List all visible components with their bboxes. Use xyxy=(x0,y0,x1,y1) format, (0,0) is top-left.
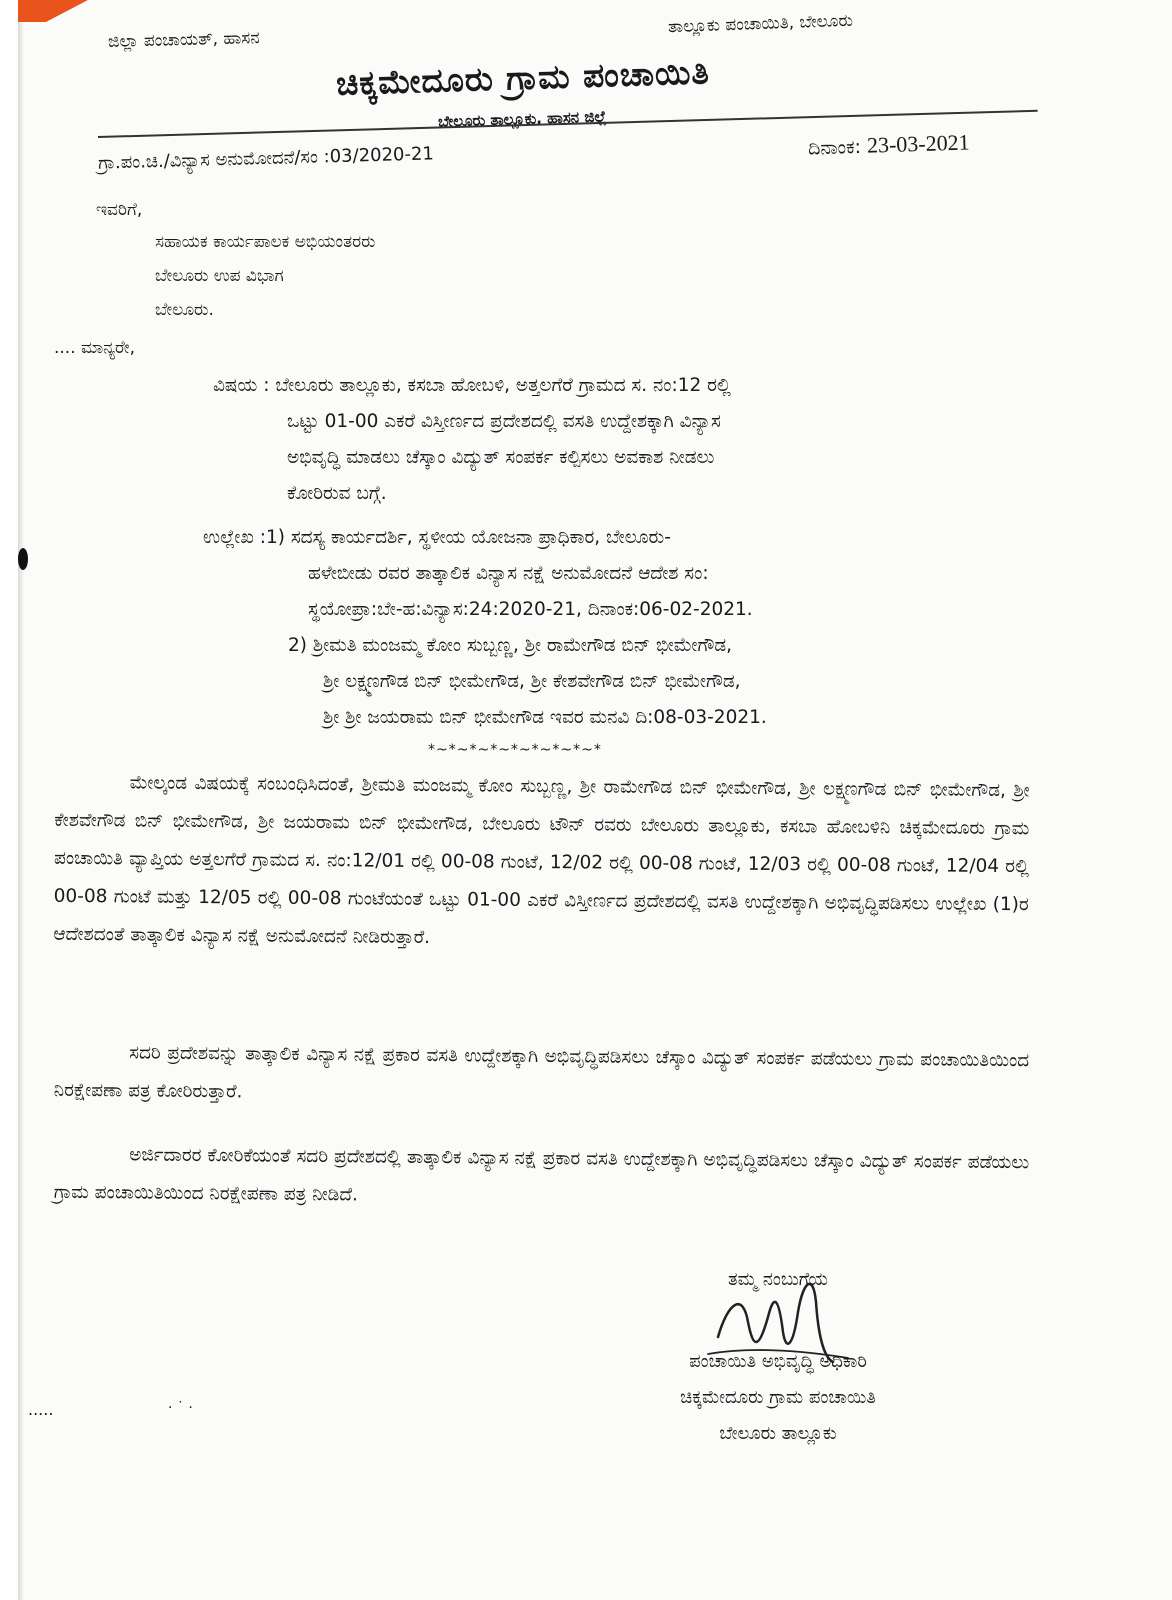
signature-space xyxy=(608,1298,948,1344)
reference-2-line-1: 2) ಶ್ರೀಮತಿ ಮಂಜಮ್ಮ ಕೋಂ ಸುಬ್ಬಣ್ಣ, ಶ್ರೀ ರಾಮೇಗೌಡ ಬಿನ್ ಭೀಮೇಗೌಡ, xyxy=(288,635,733,656)
signatory-taluk: ಬೇಲೂರು ತಾಲ್ಲೂಕು xyxy=(719,1423,837,1444)
signature-block xyxy=(608,1262,948,1452)
subject-block xyxy=(213,368,731,512)
signatory-designation: ಪಂಚಾಯಿತಿ ಅಭಿವೃದ್ಧಿ ಅಧಿಕಾರಿ xyxy=(689,1351,867,1372)
date-value: 23-03-2021 xyxy=(866,129,970,158)
addressee-line-1: ಸಹಾಯಕ ಕಾರ್ಯಪಾಲಕ ಅಭಿಯಂತರರು xyxy=(155,232,376,252)
closing-line: ತಮ್ಮ ನಂಬುಗೆಯ xyxy=(728,1269,828,1290)
body-paragraph-2: ಸದರಿ ಪ್ರದೇಶವನ್ನು ತಾತ್ಕಾಲಿಕ ವಿನ್ಯಾಸ ನಕ್ಷೆ ಪ್ರಕಾರ ವಸತಿ ಉದ್ದೇಶಕ್ಕಾಗಿ ಅಭಿವೃದ್ಧಿಪಡಿಸಲು ಚೆಸ್ಕಾಂ ವಿದ್ಯುತ್ ಸಂಪರ್ಕ ಪಡೆಯಲು ಗ್ರಾಮ ಪಂಚಾಯಿತಿಯಿಂದ ನಿರಕ್ಷೇಪಣಾ ಪತ್ರ ಕೋರಿರುತ್ತಾರೆ. xyxy=(53,1042,1030,1103)
reference-number: ಗ್ರಾ.ಪಂ.ಚಿ./ವಿನ್ಯಾಸ ಅನುಮೋದನೆ/ಸಂ :03/2020-21 xyxy=(97,143,435,174)
salutation: .... ಮಾನ್ಯರೇ, xyxy=(54,338,135,358)
separator-stars: *~*~*~*~*~*~*~*~* xyxy=(428,742,602,758)
header-zilla-panchayat: ಜಿಲ್ಲಾ ಪಂಚಾಯತ್, ಹಾಸನ xyxy=(107,28,260,52)
reference-2-line-2: ಶ್ರೀ ಲಕ್ಷ್ಮಣಗೌಡ ಬಿನ್ ಭೀಮೇಗೌಡ, ಶ್ರೀ ಕೇಶವೇಗೌಡ ಬಿನ್ ಭೀಮೇಗೌಡ, xyxy=(323,671,741,692)
reference-1-line-2: ಹಳೇಬೀಡು ರವರ ತಾತ್ಕಾಲಿಕ ವಿನ್ಯಾಸ ನಕ್ಷೆ ಅನುಮೋದನೆ ಆದೇಶ ಸಂ: xyxy=(308,563,709,584)
document-page xyxy=(18,0,1172,1600)
subject-line-4: ಕೋರಿರುವ ಬಗ್ಗೆ. xyxy=(287,483,387,504)
reference-1-line-1: ಉಲ್ಲೇಖ :1) ಸದಸ್ಯ ಕಾರ್ಯದರ್ಶಿ, ಸ್ಥಳೀಯ ಯೋಜನಾ ಪ್ರಾಧಿಕಾರ, ಬೇಲೂರು- xyxy=(203,527,671,548)
office-subtitle: ಬೇಲೂರು ತಾಲ್ಲೂಕು, ಹಾಸನ ಜಿಲ್ಲೆ xyxy=(437,107,607,131)
addressee-line-3: ಬೇಲೂರು. xyxy=(155,300,214,320)
body-paragraph-3: ಅರ್ಜಿದಾರರ ಕೋರಿಕೆಯಂತೆ ಸದರಿ ಪ್ರದೇಶದಲ್ಲಿ ತಾತ್ಕಾಲಿಕ ವಿನ್ಯಾಸ ನಕ್ಷೆ ಪ್ರಕಾರ ವಸತಿ ಉದ್ದೇಶಕ್ಕಾಗಿ ಅಭಿವೃದ್ಧಿಪಡಿಸಲು ಚೆಸ್ಕಾಂ ವಿದ್ಯುತ್ ಸಂಪರ್ಕ ಪಡೆಯಲು ಗ್ರಾಮ ಪಂಚಾಯಿತಿಯಿಂದ ನಿರಕ್ಷೇಪಣಾ ಪತ್ರ ನೀಡಿದೆ. xyxy=(53,1144,1030,1206)
office-title: ಚಿಕ್ಕಮೇದೂರು ಗ್ರಾಮ ಪಂಚಾಯಿತಿ xyxy=(335,52,711,103)
date-label: ದಿನಾಂಕ: xyxy=(807,135,862,160)
signatory-office: ಚಿಕ್ಕಮೇದೂರು ಗ್ರಾಮ ಪಂಚಾಯಿತಿ xyxy=(680,1387,876,1408)
references-block xyxy=(203,520,767,736)
body-paragraph-1: ಮೇಲ್ಕಂಡ ವಿಷಯಕ್ಕೆ ಸಂಬಂಧಿಸಿದಂತೆ, ಶ್ರೀಮತಿ ಮಂಜಮ್ಮ ಕೋಂ ಸುಬ್ಬಣ್ಣ, ಶ್ರೀ ರಾಮೇಗೌಡ ಬಿನ್ ಭೀಮೇಗೌಡ, ಶ್ರೀ ಲಕ್ಷ್ಮಣಗೌಡ ಬಿನ್ ಭೀಮೇಗೌಡ, ಶ್ರೀ ಕೇಶವೇಗೌಡ ಬಿನ್ ಭೀಮೇಗೌಡ, ಶ್ರೀ ಜಯರಾಮ ಬಿನ್ ಭೀಮೇಗೌಡ, ಬೇಲೂರು ಟೌನ್ ರವರು ಬೇಲೂರು ತಾಲ್ಲೂಕು, ಕಸಬಾ ಹೋಬಳಿನಿ ಚಿಕ್ಕಮೇದೂರು ಗ್ರಾಮ ಪಂಚಾಯಿತಿ ವ್ಯಾಪ್ತಿಯ ಅತ್ತಲಗೆರೆ ಗ್ರಾಮದ ಸ. ನಂ:12/01 ರಲ್ಲಿ 00-08 ಗುಂಟೆ, 12/02 ರಲ್ಲಿ 00-08 ಗುಂಟೆ, 12/03 ರಲ್ಲಿ 00-08 ಗುಂಟೆ, 12/04 ರಲ್ಲಿ 00-08 ಗುಂಟೆ ಮತ್ತು 12/05 ರಲ್ಲಿ 00-08 ಗುಂಟೆಯಂತೆ ಒಟ್ಟು 01-00 ಎಕರೆ ವಿಸ್ತೀರ್ಣದ ಪ್ರದೇಶದಲ್ಲಿ ವಸತಿ ಉದ್ದೇಶಕ್ಕಾಗಿ ಅಭಿವೃದ್ಧಿಪಡಿಸಲು ಉಲ್ಲೇಖ (1)ರ ಆದೇಶದಂತೆ ತಾತ್ಕಾಲಿಕ ವಿನ್ಯಾಸ ನಕ್ಷೆ ಅನುಮೋದನೆ ನೀಡಿರುತ್ತಾರೆ. xyxy=(53,772,1030,949)
subject-line-1: ವಿಷಯ : ಬೇಲೂರು ತಾಲ್ಲೂಕು, ಕಸಬಾ ಹೋಬಳಿ, ಅತ್ತಲಗೆರೆ ಗ್ರಾಮದ ಸ. ನಂ:12 ರಲ್ಲಿ xyxy=(213,375,731,396)
ink-speck xyxy=(18,548,28,570)
subject-line-2: ಒಟ್ಟು 01-00 ಎಕರೆ ವಿಸ್ತೀರ್ಣದ ಪ್ರದೇಶದಲ್ಲಿ ವಸತಿ ಉದ್ದೇಶಕ್ಕಾಗಿ ವಿನ್ಯಾಸ xyxy=(287,411,721,432)
reference-1-line-3: ಸ್ಥಯೋಪ್ರಾ:ಬೇ-ಹ:ವಿನ್ಯಾಸ:24:2020-21, ದಿನಾಂಕ:06-02-2021. xyxy=(308,599,753,620)
reference-2-line-3: ಶ್ರೀ ಶ್ರೀ ಜಯರಾಮ ಬಿನ್ ಭೀಮೇಗೌಡ ಇವರ ಮನವಿ ದಿ:08-03-2021. xyxy=(323,707,767,728)
addressee-line-2: ಬೇಲೂರು ಉಪ ವಿಭಾಗ xyxy=(155,266,284,286)
letter-date xyxy=(808,129,970,160)
corner-mark xyxy=(18,0,88,22)
margin-specks: · ˙ · xyxy=(168,1400,193,1416)
header-taluk-panchayat: ತಾಲ್ಲೂಕು ಪಂಚಾಯಿತಿ, ಬೇಲೂರು xyxy=(667,10,854,38)
margin-dots: ..... xyxy=(28,1400,54,1419)
addressee-to: ಇವರಿಗೆ, xyxy=(96,200,143,220)
subject-line-3: ಅಭಿವೃದ್ಧಿ ಮಾಡಲು ಚೆಸ್ಕಾಂ ವಿದ್ಯುತ್ ಸಂಪರ್ಕ ಕಲ್ಪಿಸಲು ಅವಕಾಶ ನೀಡಲು xyxy=(287,447,715,468)
page-edge-shadow xyxy=(18,0,24,1600)
